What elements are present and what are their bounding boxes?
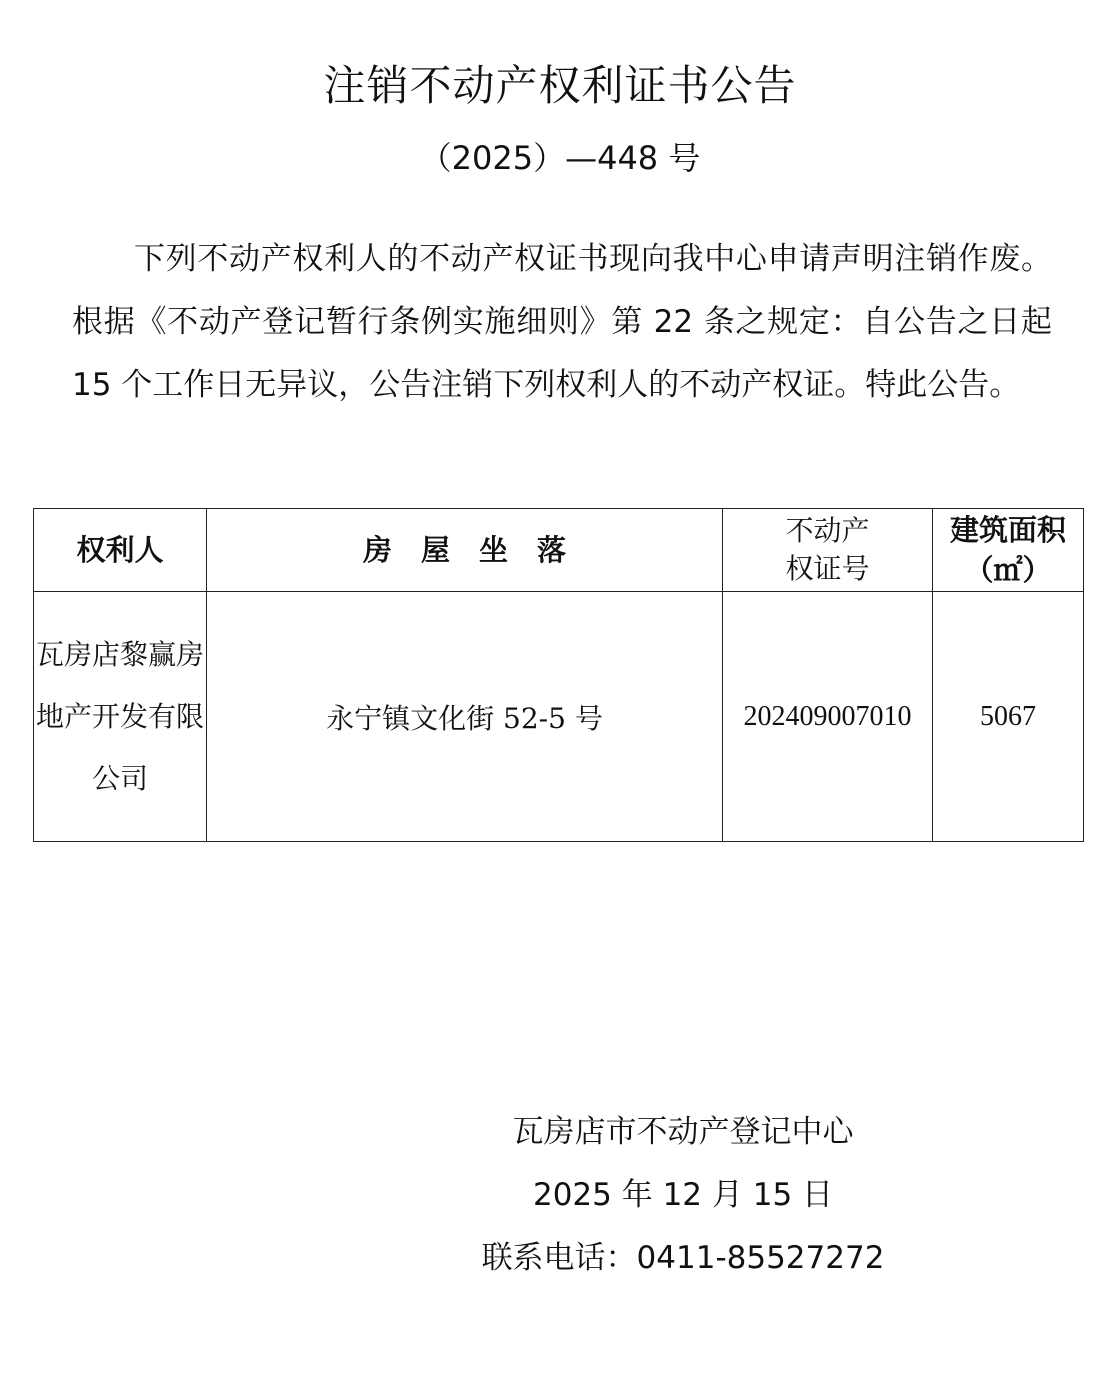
cell-cert-no: 202409007010: [723, 592, 933, 842]
notice-number: （2025）—448 号: [419, 139, 701, 177]
header-area-line1: 建筑面积: [949, 513, 1066, 547]
header-area-line2: （㎡）: [964, 553, 1052, 587]
header-cert-no: [723, 509, 933, 592]
header-area: [933, 509, 1084, 592]
issuer-organization: 瓦房店市不动产登记中心: [512, 1114, 854, 1150]
header-cert-line1: 不动产: [785, 514, 870, 547]
cell-area: 5067: [933, 592, 1084, 842]
header-location: 房 屋 坐 落: [207, 509, 723, 592]
cell-location: 永宁镇文化街 52-5 号: [207, 592, 723, 842]
table-header-row: [34, 509, 1084, 592]
table-row: [34, 592, 1084, 842]
records-table: [33, 508, 1084, 842]
header-holder: 权利人: [34, 509, 207, 592]
contact-phone: 联系电话：0411-85527272: [481, 1240, 885, 1276]
issue-date: 2025 年 12 月 15 日: [532, 1177, 834, 1213]
header-cert-line2: 权证号: [785, 552, 870, 585]
cell-holder: 瓦房店黎赢房地产开发有限公司: [34, 592, 207, 842]
notice-body: 下列不动产权利人的不动产权证书现向我中心申请声明注销作废。根据《不动产登记暂行条例实施细则》第 22 条之规定：自公告之日起 15 个工作日无异议，公告注销下列权利人的不动产权证。特此公告。: [72, 241, 1052, 403]
notice-title: 注销不动产权利证书公告: [323, 61, 797, 110]
